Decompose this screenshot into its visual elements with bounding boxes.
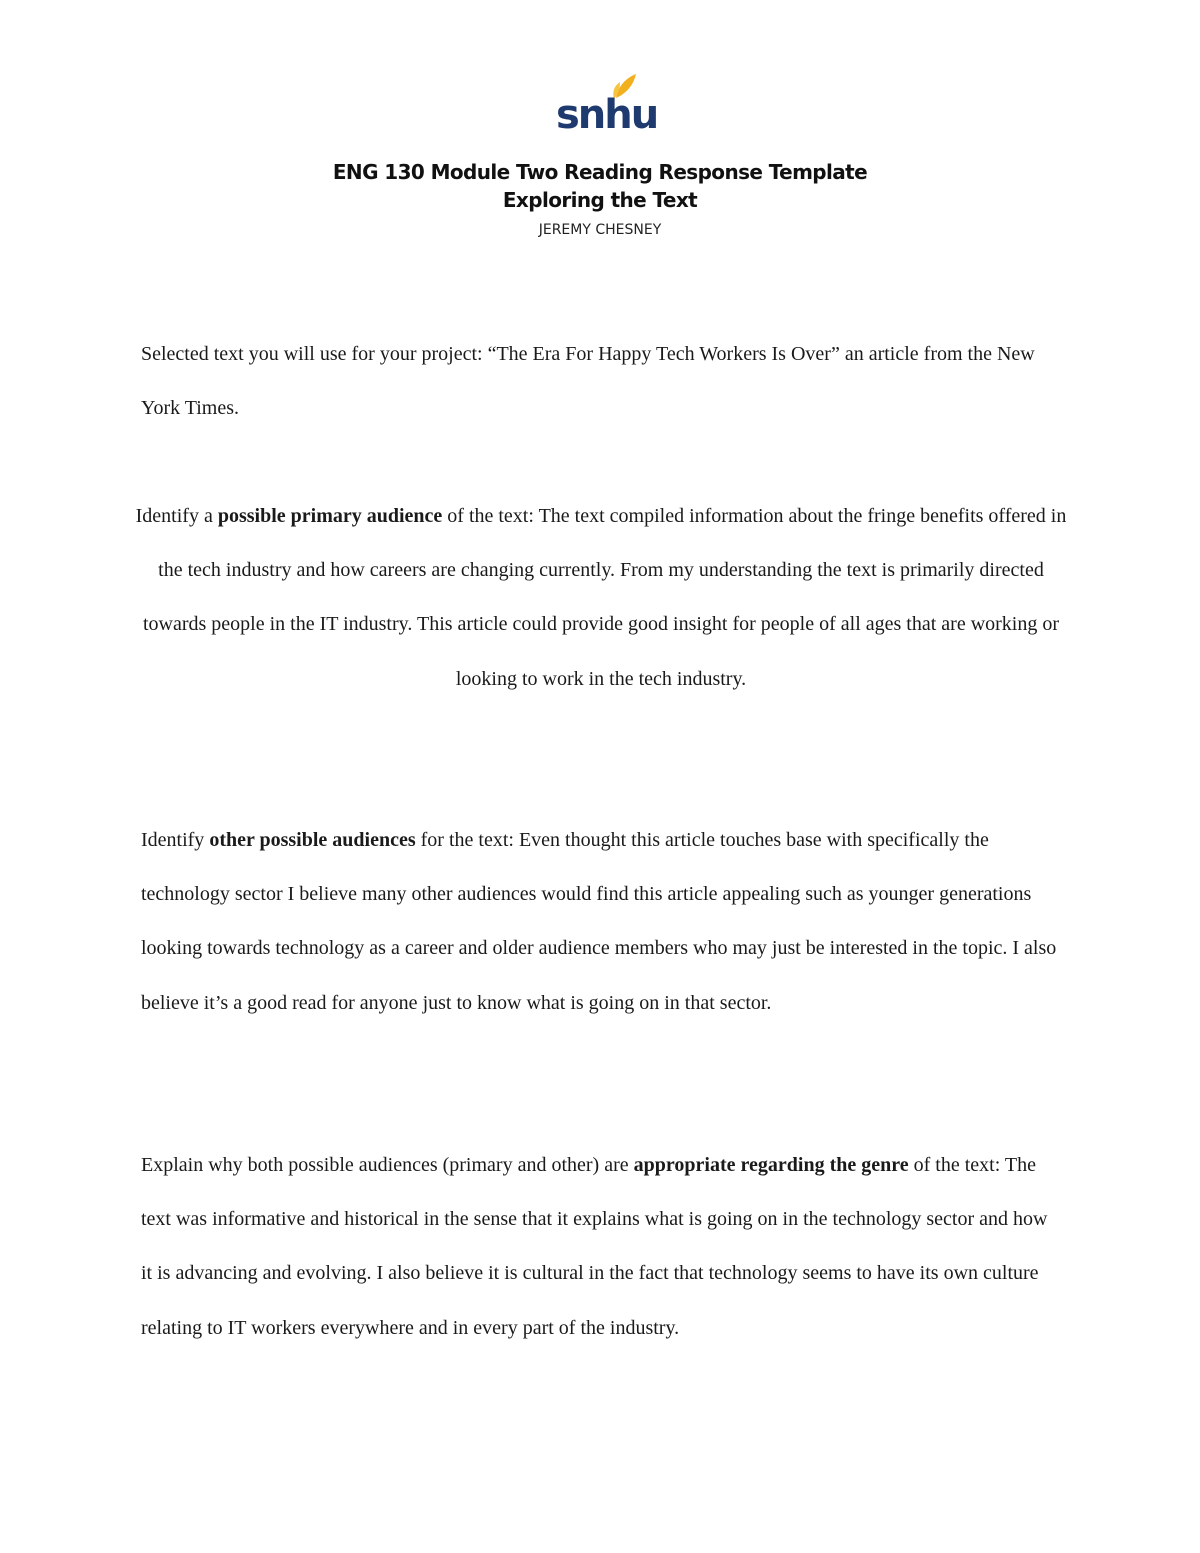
genre-prompt-pre: Explain why both possible audiences (primary and other) are <box>141 1154 634 1176</box>
genre-prompt-post: of the text: <box>908 1154 1005 1176</box>
genre-prompt-bold: appropriate regarding the genre <box>633 1154 909 1176</box>
svg-text:snhu: snhu <box>556 92 658 138</box>
other-audiences-prompt-bold: other possible audiences <box>209 829 416 851</box>
other-audiences-paragraph <box>141 813 1061 1030</box>
genre-response: The text was informative and historical in the sense that it explains what is going on in the technology sector and how it is advancing and evolving. I also believe it is cultural in the fact that technology seems to have its own culture relating to IT workers everywhere and in every part of the industry. <box>141 1154 1048 1339</box>
genre-paragraph <box>141 1138 1061 1355</box>
author-name: JEREMY CHESNEY <box>538 222 662 238</box>
primary-audience-prompt-post: of the text: <box>442 505 539 527</box>
primary-audience-paragraph <box>131 489 1071 706</box>
primary-audience-prompt-pre: Identify a <box>135 505 218 527</box>
selected-text-response: “The Era For Happy Tech Workers Is Over” an article from the New York Times. <box>141 343 1035 420</box>
other-audiences-prompt-pre: Identify <box>141 829 210 851</box>
other-audiences-prompt-post: for the text: <box>415 829 519 851</box>
snhu-logo <box>554 72 658 138</box>
other-audiences-response: Even thought this article touches base with specifically the technology sector I believe many other audiences would find this article appealing such as younger generations looking towards technology as a career and older audience members who may just be interested in the topic. I also believe it’s a good read for anyone just to know what is going on in that sector. <box>141 829 1057 1014</box>
document-subtitle: Exploring the Text <box>502 188 698 212</box>
primary-audience-response: The text compiled information about the fringe benefits offered in the tech industry and how careers are changing currently. From my understanding the text is primarily directed towards people in the IT industry. This article could provide good insight for people of all ages that are working or looking to work in the tech industry. <box>142 505 1067 690</box>
selected-text-prompt: Selected text you will use for your project: <box>141 343 488 365</box>
primary-audience-prompt-bold: possible primary audience <box>217 505 443 527</box>
document-title: ENG 130 Module Two Reading Response Template <box>332 160 868 184</box>
selected-text-paragraph <box>141 327 1061 435</box>
